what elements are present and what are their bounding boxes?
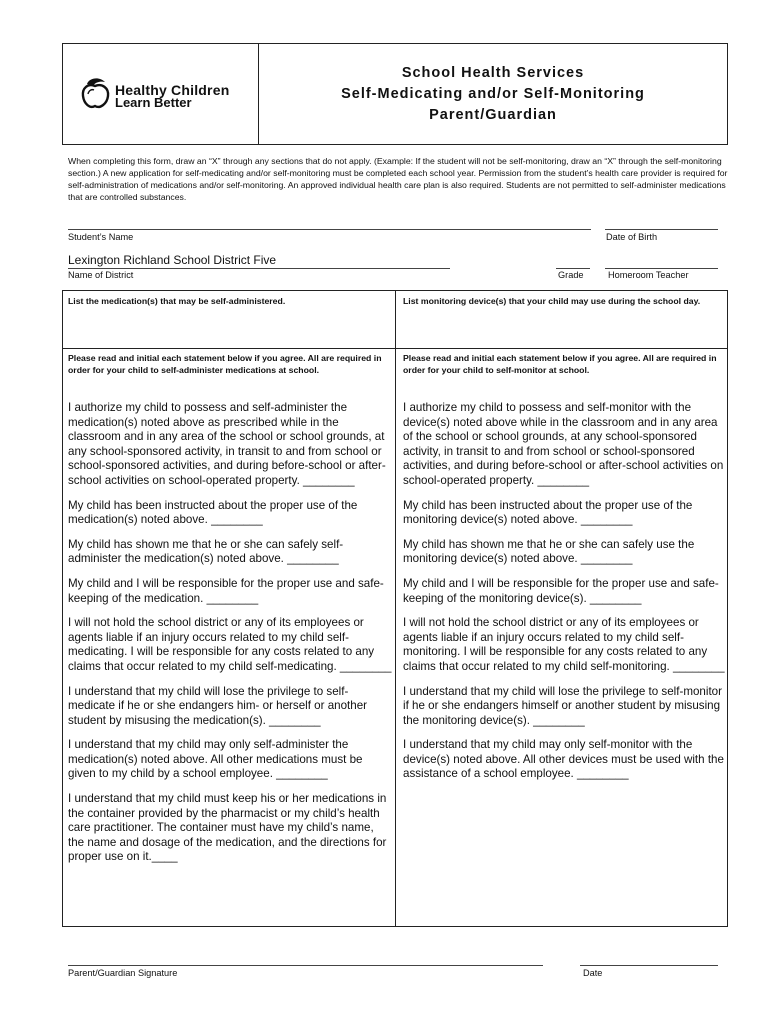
parent-signature-field[interactable]	[68, 965, 543, 966]
medication-statement[interactable]: My child and I will be responsible for the proper use and safe-keeping of the medication. ________	[68, 576, 384, 605]
district-name-field[interactable]	[68, 268, 450, 269]
monitoring-statement[interactable]: I authorize my child to possess and self-monitor with the device(s) noted above while in the classroom and in any area of the school or school grounds, at any school-sponsored activity, in transit to and from school or school-sponsored activities, and during before-school or after-school activities on school-operated property. ________	[403, 401, 724, 487]
monitoring-statement[interactable]: I understand that my child may only self-monitor with the device(s) noted above. All other devices must be used with the assistance of a school employee. ________	[403, 738, 724, 781]
date-of-birth-label: Date of Birth	[606, 232, 658, 242]
form-header	[62, 43, 728, 145]
monitoring-statements	[403, 401, 725, 792]
monitoring-statement[interactable]: My child and I will be responsible for the proper use and safe-keeping of the monitoring device(s). ________	[403, 576, 719, 605]
district-name-value: Lexington Richland School District Five	[68, 253, 277, 267]
student-name-field[interactable]	[68, 229, 591, 230]
logo-text-line2: Learn Better	[115, 95, 192, 110]
signature-date-label: Date	[583, 968, 603, 978]
medication-statement[interactable]: My child has shown me that he or she can safely self-administer the medication(s) noted above. ________	[68, 537, 344, 566]
medication-statement[interactable]: My child has been instructed about the proper use of the medication(s) noted above. ________	[68, 498, 358, 527]
medication-statement[interactable]: I understand that my child may only self-administer the medication(s) noted above. All other medications must be given to my child by a school employee. ________	[68, 738, 363, 781]
monitoring-statement[interactable]: My child has shown me that he or she can safely use the monitoring device(s) noted above. ________	[403, 537, 695, 566]
district-name-label: Name of District	[68, 270, 134, 280]
monitoring-instruction: Please read and initial each statement below if you agree. All are required in order for your child to self-monitor at school.	[403, 353, 717, 375]
logo-text-line1: Healthy Children	[115, 82, 230, 98]
authorization-table	[62, 290, 728, 927]
apple-logo-icon	[79, 74, 111, 110]
medication-instruction: Please read and initial each statement below if you agree. All are required in order for your child to self-administer medications at school.	[68, 353, 382, 375]
title-line2: Self-Medicating and/or Self-Monitoring	[341, 85, 645, 102]
monitoring-statement[interactable]: My child has been instructed about the proper use of the monitoring device(s) noted above. ________	[403, 498, 693, 527]
medication-list-header: List the medication(s) that may be self-administered.	[68, 296, 286, 306]
grade-label: Grade	[558, 270, 584, 280]
intro-instructions: When completing this form, draw an “X” through any sections that do not apply. (Example: If the student will not be self-monitoring, draw an “X” through the self-monitoring section.) A new application for self-medicating and/or self-monitoring must be completed each school year. Permission from the student’s health care provider is required for self-administration of medications and/or self-monitoring. An approved individual health care plan is also required. Students are not permitted to self-administer medications that are controlled substances.	[68, 156, 728, 202]
monitoring-list-header: List monitoring device(s) that your child may use during the school day.	[403, 296, 701, 306]
title-line1: School Health Services	[401, 64, 585, 81]
medication-statement[interactable]: I will not hold the school district or any of its employees or agents liable if an injury occurs related to my child self-medicating. I will be responsible for any costs related to any claims that occur related to my child self-medicating. ________	[68, 616, 392, 673]
monitoring-statement[interactable]: I understand that my child will lose the privilege to self-monitor if he or she endangers himself or another student by misusing the monitoring device(s). ________	[403, 684, 722, 727]
medication-statement[interactable]: I understand that my child must keep his or her medications in the container provided by the pharmacist or my child’s health care practitioner. The container must have my child’s name, the name and dosage of the medication, and the directions for proper use on it.____	[68, 792, 387, 864]
medication-statement[interactable]: I authorize my child to possess and self-administer the medication(s) noted above as prescribed while in the classroom and in any area of the school or school grounds, at any school-sponsored activity, in transit to and from school or school-sponsored activities, and during before-school or after-school activities on school-operated property. ________	[68, 401, 386, 487]
student-name-label: Student’s Name	[68, 232, 134, 242]
parent-signature-label: Parent/Guardian Signature	[68, 968, 178, 978]
homeroom-teacher-label: Homeroom Teacher	[608, 270, 689, 280]
grade-field[interactable]	[556, 268, 590, 269]
date-of-birth-field[interactable]	[605, 229, 718, 230]
medication-statements	[68, 401, 392, 875]
signature-date-field[interactable]	[580, 965, 718, 966]
title-line3: Parent/Guardian	[429, 106, 557, 123]
homeroom-teacher-field[interactable]	[605, 268, 718, 269]
medication-statement[interactable]: I understand that my child will lose the privilege to self-medicate if he or she endangers him- or herself or another student by misusing the medication(s). ________	[68, 684, 368, 727]
row-divider	[63, 348, 727, 349]
column-divider	[395, 291, 396, 926]
monitoring-statement[interactable]: I will not hold the school district or any of its employees or agents liable if an injury occurs related to my child self-monitoring. I will be responsible for any costs related to any claims that occur related to my child self-monitoring. ________	[403, 616, 725, 673]
form-title	[259, 44, 727, 144]
logo	[63, 44, 259, 144]
